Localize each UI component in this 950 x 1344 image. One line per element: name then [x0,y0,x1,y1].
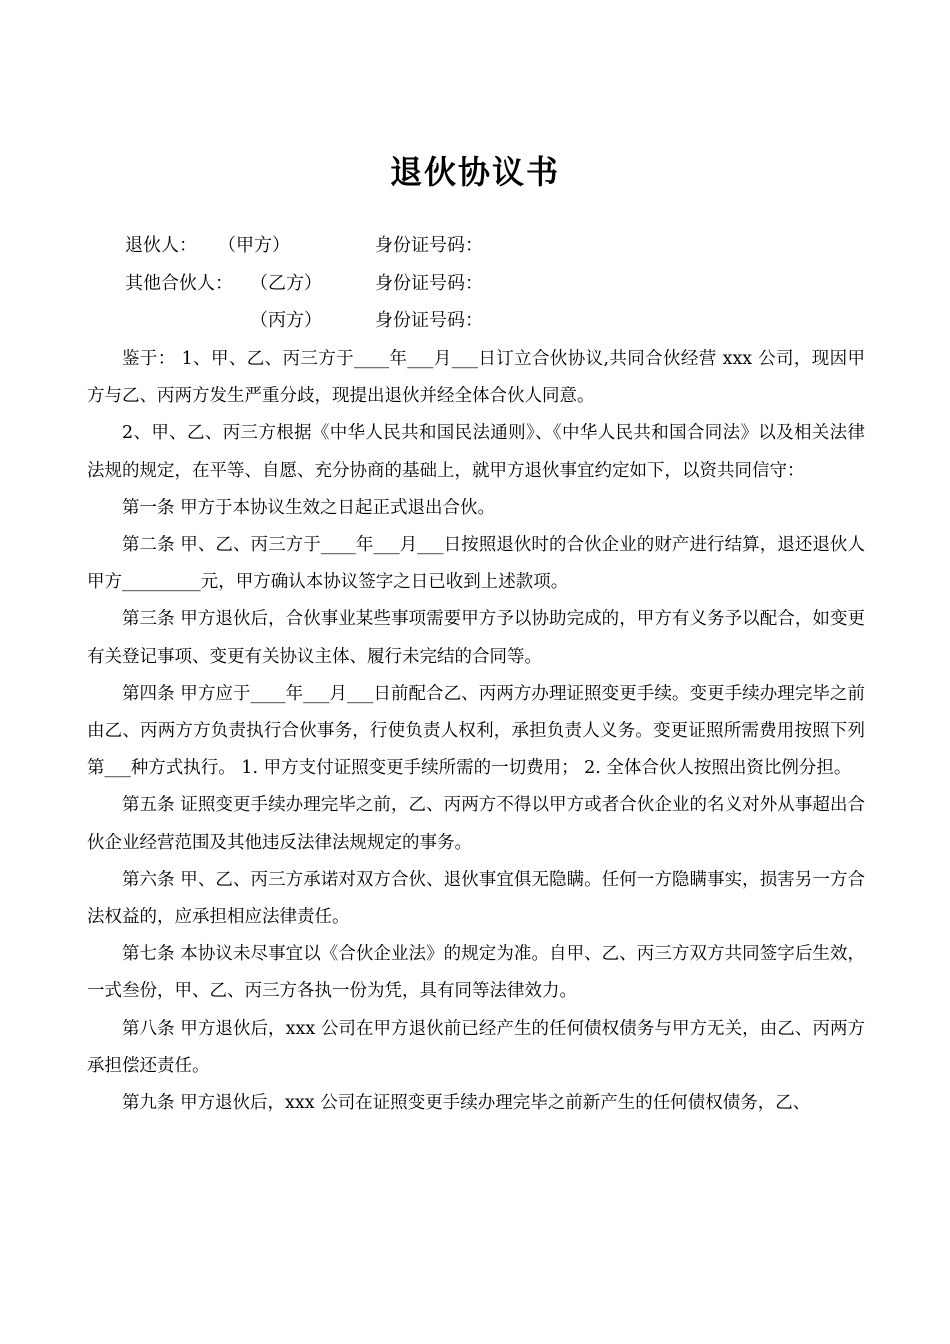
id-number-label: 身份证号码： [375,310,483,331]
article-1: 第一条 甲方于本协议生效之日起正式退出合伙。 [122,497,496,518]
party-role: （乙方） [250,273,322,294]
paragraph-whereas: 鉴于： 1、甲、乙、丙三方于____年___月___日订立合伙协议,共同合伙经营 xxx 公司，现因甲方与乙、丙两方发生严重分歧，现提出退伙并经全体合伙人同意。 [87,349,865,407]
party-row-other [0,269,950,299]
party-row-third [0,306,950,336]
party-label: 其他合伙人： [125,273,233,294]
party-row-withdrawing [0,231,950,261]
agreement-body [87,341,865,1122]
article-4: 第四条 甲方应于____年___月___日前配合乙、丙两方办理证照变更手续。变更手续办理完毕之前由乙、丙两方方负责执行合伙事务，行使负责人权利，承担负责人义务。变更证照所需费用按照下列第___种方式执行。 1. 甲方支付证照变更手续所需的一切费用； 2. 全体合伙人按照出资比例分担。 [87,683,865,779]
article-7: 第七条 本协议未尽事宜以《合伙企业法》的规定为准。自甲、乙、丙三方双方共同签字后生效，一式叁份，甲、乙、丙三方各执一份为凭，具有同等法律效力。 [87,944,865,1002]
party-role: （丙方） [250,310,322,331]
article-8: 第八条 甲方退伙后，xxx 公司在甲方退伙前已经产生的任何债权债务与甲方无关，由乙、丙两方承担偿还责任。 [87,1018,865,1076]
article-5: 第五条 证照变更手续办理完毕之前，乙、丙两方不得以甲方或者合伙企业的名义对外从事超出合伙企业经营范围及其他违反法律法规规定的事务。 [87,795,865,853]
article-6: 第六条 甲、乙、丙三方承诺对双方合伙、退伙事宜俱无隐瞒。任何一方隐瞒事实，损害另一方合法权益的，应承担相应法律责任。 [87,869,865,928]
party-role: （甲方） [218,235,290,256]
id-number-label: 身份证号码： [375,273,483,294]
document-title: 退伙协议书 [389,153,560,191]
party-label: 退伙人： [125,235,197,256]
article-3: 第三条 甲方退伙后，合伙事业某些事项需要甲方予以协助完成的，甲方有义务予以配合，如变更有关登记事项、变更有关协议主体、履行未完结的合同等。 [87,609,865,667]
id-number-label: 身份证号码： [375,235,483,256]
article-2: 第二条 甲、乙、丙三方于____年___月___日按照退伙时的合伙企业的财产进行结算，退还退伙人甲方_________元，甲方确认本协议签字之日已收到上述款项。 [87,535,865,593]
article-9: 第九条 甲方退伙后，xxx 公司在证照变更手续办理完毕之前新产生的任何债权债务，乙、 [122,1093,811,1114]
paragraph-basis: 2、甲、乙、丙三方根据《中华人民共和国民法通则》、《中华人民共和国合同法》以及相关法律法规的规定，在平等、自愿、充分协商的基础上，就甲方退伙事宜约定如下，以资共同信守： [87,423,865,481]
